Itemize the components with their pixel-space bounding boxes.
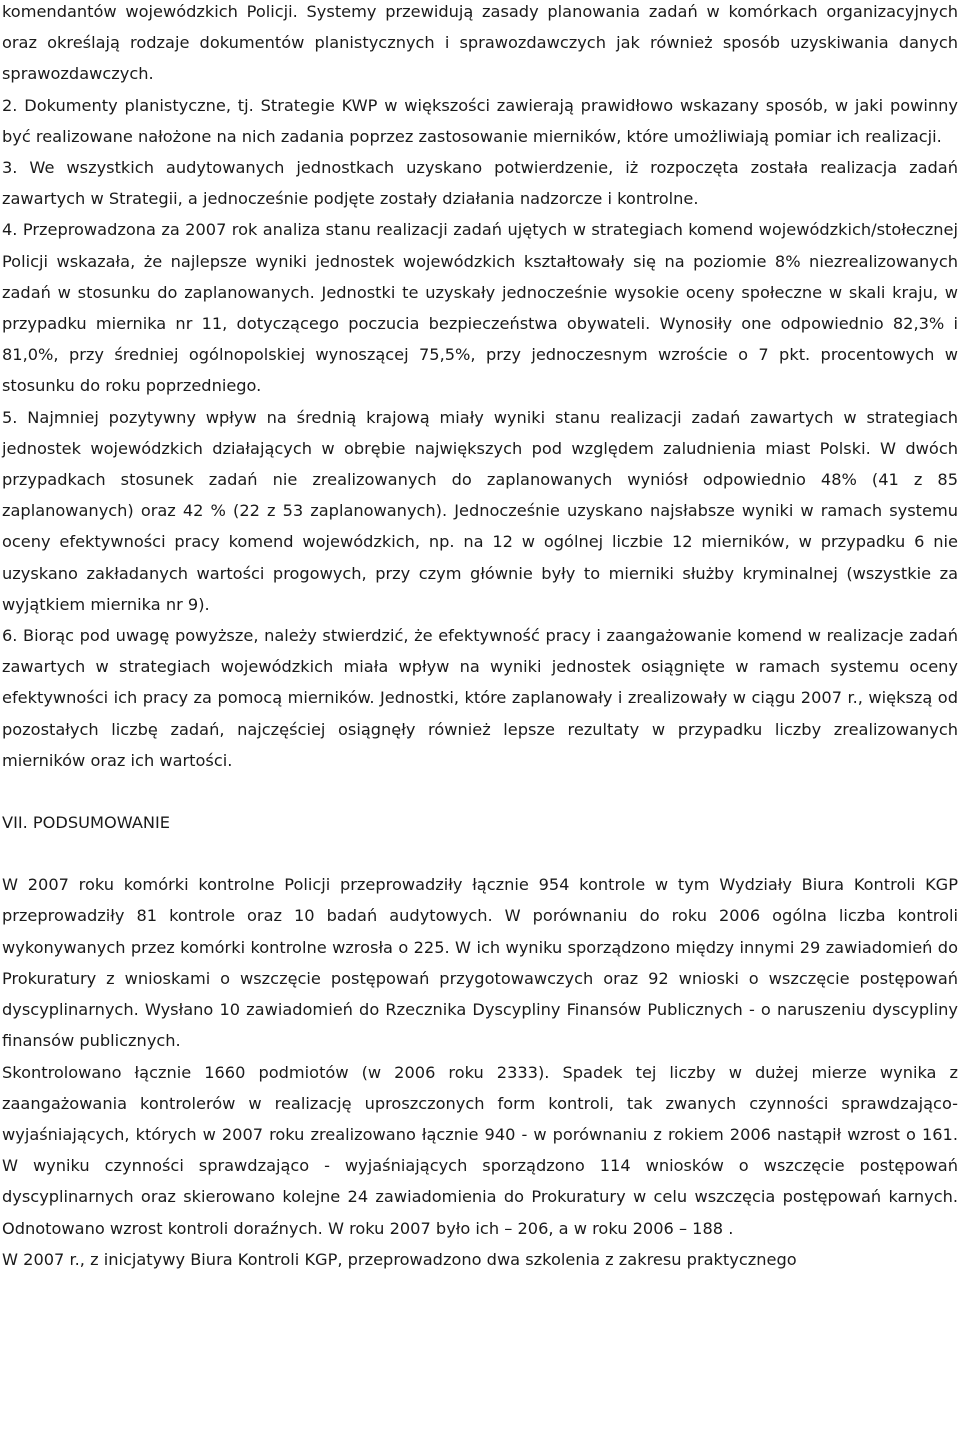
paragraph-9: W 2007 r., z inicjatywy Biura Kontroli KGP, przeprowadzono dwa szkolenia z zakresu praktycznego — [2, 1249, 797, 1269]
document-page — [2, 0, 958, 1275]
paragraph-7: W 2007 roku komórki kontrolne Policji przeprowadziły łącznie 954 kontrole w tym Wydziały Biura Kontroli KGP przeprowadziły 81 kontrole oraz 10 badań audytowych. W porównaniu do roku 2006 ogólna liczba kontroli wykonywanych przez komórki kontrolne wzrosła o 225. W ich wyniku sporządzono między innymi 29 zawiadomień do Prokuratury z wnioskami o wszczęcie postępowań przygotowawczych oraz 92 wnioski o wszczęcie postępowań dyscyplinarnych. Wysłano 10 zawiadomień do Rzecznika Dyscypliny Finansów Publicznych - o naruszeniu dyscypliny finansów publicznych. — [2, 875, 958, 1051]
paragraph-4: 4. Przeprowadzona za 2007 rok analiza stanu realizacji zadań ujętych w strategiach komend wojewódzkich/stołecznej Policji wskazała, że najlepsze wyniki jednostek wojewódzkich kształtowały się na poziomie 8% niezrealizowanych zadań w stosunku do zaplanowanych. Jednostki te uzyskały jednocześnie wysokie oceny społeczne w skali kraju, w przypadku miernika nr 11, dotyczącego poczucia bezpieczeństwa obywateli. Wynosiły one odpowiednio 82,3% i 81,0%, przy średniej ogólnopolskiej wynoszącej 75,5%, przy jednoczesnym wzroście o 7 pkt. procentowych w stosunku do roku poprzedniego. — [2, 220, 958, 396]
paragraph-5: 5. Najmniej pozytywny wpływ na średnią krajową miały wyniki stanu realizacji zadań zawartych w strategiach jednostek wojewódzkich działających w obrębie największych pod względem zaludnienia miast Polski. W dwóch przypadkach stosunek zadań nie zrealizowanych do zaplanowanych wyniósł odpowiednio 48% (41 z 85 zaplanowanych) oraz 42 % (22 z 53 zaplanowanych). Jednocześnie uzyskano najsłabsze wyniki w ramach systemu oceny efektywności pracy komend wojewódzkich, np. na 12 w ogólnej liczbie 12 mierników, w przypadku 6 nie uzyskano zakładanych wartości progowych, przy czym głównie były to mierniki służby kryminalnej (wszystkie za wyjątkiem miernika nr 9). — [2, 407, 958, 614]
section-heading: VII. PODSUMOWANIE — [2, 813, 171, 833]
spacer — [2, 838, 958, 869]
paragraph-2: 2. Dokumenty planistyczne, tj. Strategie KWP w większości zawierają prawidłowo wskazany sposób, w jaki powinny być realizowane nałożone na nich zadania poprzez zastosowanie mierników, które umożliwiają pomiar ich realizacji. — [2, 95, 958, 146]
paragraph-3: 3. We wszystkich audytowanych jednostkach uzyskano potwierdzenie, iż rozpoczęta została realizacja zadań zawartych w Strategii, a jednocześnie podjęte zostały działania nadzorcze i kontrolne. — [2, 158, 958, 209]
paragraph-6: 6. Biorąc pod uwagę powyższe, należy stwierdzić, że efektywność pracy i zaangażowanie komend w realizacje zadań zawartych w strategiach wojewódzkich miała wpływ na wyniki jednostek osiągnięte w ramach systemu oceny efektywności ich pracy za pomocą mierników. Jednostki, które zaplanowały i zrealizowały w ciągu 2007 r., większą od pozostałych liczbę zadań, najczęściej osiągnęły również lepsze rezultaty w przypadku liczby zrealizowanych mierników oraz ich wartości. — [2, 626, 958, 770]
spacer — [2, 776, 958, 807]
paragraph-8: Skontrolowano łącznie 1660 podmiotów (w 2006 roku 2333). Spadek tej liczby w dużej mierze wynika z zaangażowania kontrolerów w realizację uproszczonych form kontroli, tak zwanych czynności sprawdzająco-wyjaśniających, których w 2007 roku zrealizowano łącznie 940 - w porównaniu z rokiem 2006 nastąpił wzrost o 161. W wyniku czynności sprawdzająco - wyjaśniających sporządzono 114 wniosków o wszczęcie postępowań dyscyplinarnych oraz skierowano kolejne 24 zawiadomienia do Prokuratury w celu wszczęcia postępowań karnych. Odnotowano wzrost kontroli doraźnych. W roku 2007 było ich – 206, a w roku 2006 – 188 . — [2, 1062, 958, 1238]
paragraph-1: komendantów wojewódzkich Policji. Systemy przewidują zasady planowania zadań w komórkach organizacyjnych oraz określają rodzaje dokumentów planistycznych i sprawozdawczych jak również sposób uzyskiwania danych sprawozdawczych. — [2, 2, 958, 84]
